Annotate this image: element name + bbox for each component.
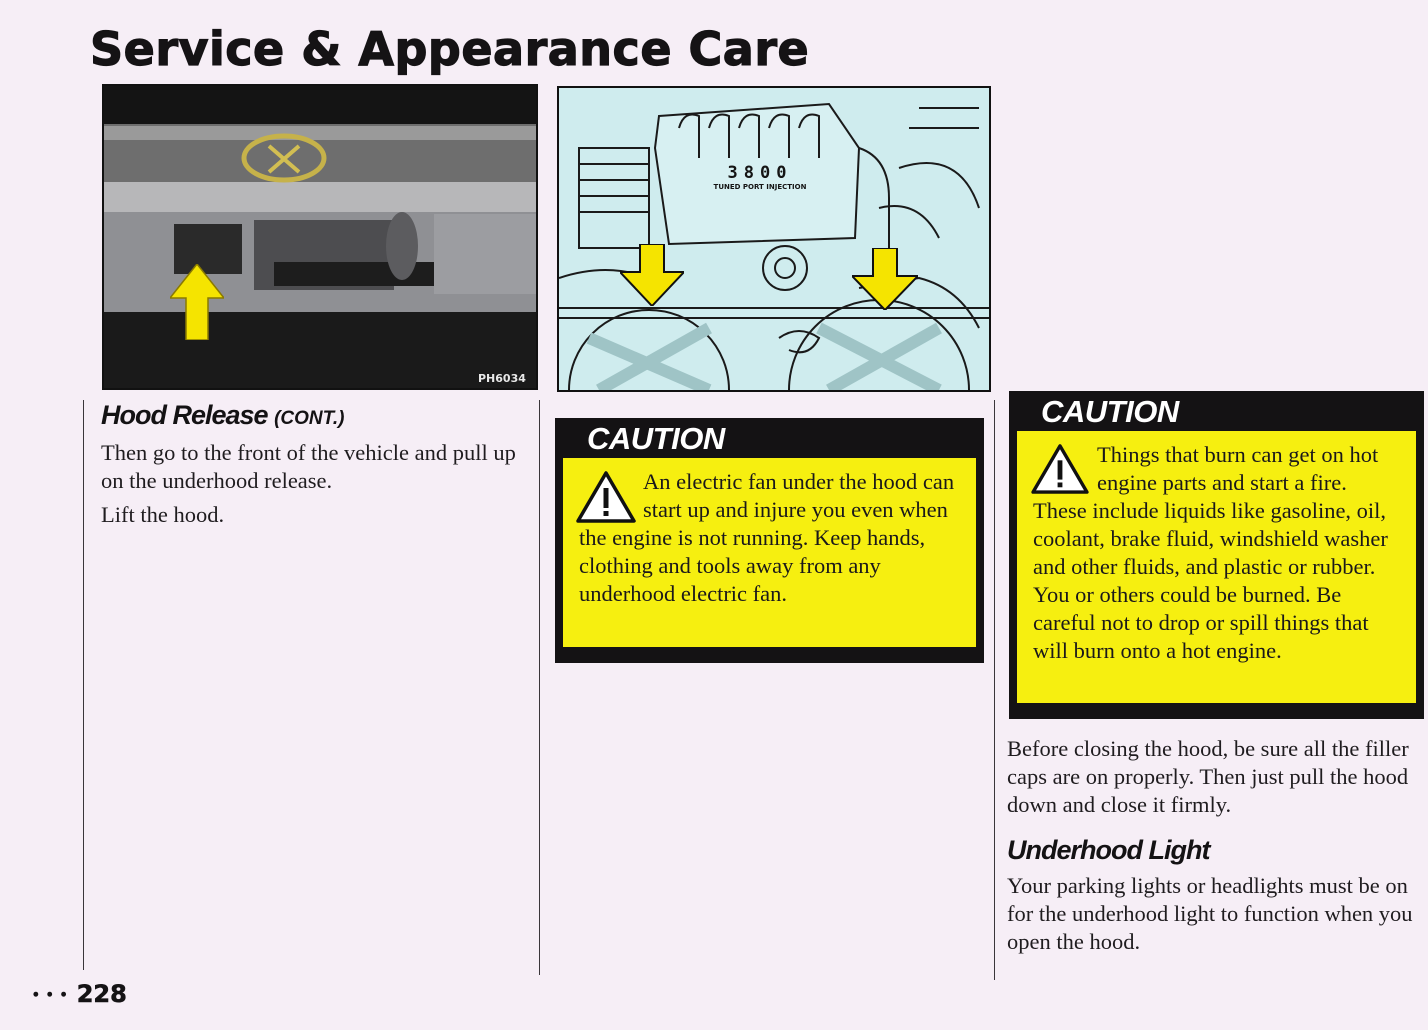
paragraph: Then go to the front of the vehicle and pull up on the underhood release. [101, 440, 516, 493]
down-arrow-icon-left [620, 244, 684, 306]
page-number [32, 980, 127, 1008]
down-arrow-icon-right [852, 248, 918, 310]
engine-badge-number: 3800 [727, 163, 793, 183]
underhood-light-paragraph: Your parking lights or headlights must be on for the underhood light to function when you open the hood. [1007, 873, 1413, 954]
caution-body [563, 458, 976, 647]
section-heading [101, 400, 521, 431]
caution-body [1017, 431, 1416, 703]
caution-title: CAUTION [1041, 394, 1179, 429]
photo-code-label: PH6034 [478, 372, 526, 385]
caution-box-fire [1009, 391, 1424, 719]
page-number-value: 228 [76, 980, 127, 1008]
engine-compartment-drawing [557, 86, 991, 392]
closing-paragraph: Before closing the hood, be sure all the filler caps are on properly. Then just pull the hood down and close it firmly. [1007, 736, 1409, 817]
underhood-light-heading: Underhood Light [1007, 835, 1210, 865]
caution-text: Things that burn can get on hot engine parts and start a fire. These include liquids like gasoline, oil, coolant, brake fluid, windshield washer and other fluids, and plastic or rubber. You or others could be burned. Be careful not to drop or spill things that will burn onto a hot engine. [1033, 442, 1388, 663]
page-title: Service & Appearance Care [90, 22, 810, 76]
heading-text: Hood Release [101, 400, 268, 430]
up-arrow-icon [170, 264, 224, 340]
column-divider-right [994, 400, 995, 980]
column-divider-middle [539, 400, 540, 975]
hood-closing-section [1007, 735, 1417, 956]
hood-release-section [101, 400, 521, 529]
hood-release-photo [102, 84, 538, 390]
page-number-dots: • • • [32, 988, 69, 1002]
caution-title: CAUTION [587, 421, 725, 456]
engine-badge-subtitle: TUNED PORT INJECTION [713, 183, 807, 191]
paragraph: Lift the hood. [101, 502, 225, 527]
caution-text: An electric fan under the hood can start up and injure you even when the engine is not running. Keep hands, clothing and tools away from any underhood electric fan. [579, 469, 955, 606]
heading-suffix: (CONT.) [274, 408, 345, 429]
caution-box-fan [555, 418, 984, 663]
column-divider-left [83, 400, 84, 970]
warning-triangle-icon [1029, 443, 1091, 495]
warning-triangle-icon [575, 470, 637, 524]
engine-badge [690, 163, 830, 191]
